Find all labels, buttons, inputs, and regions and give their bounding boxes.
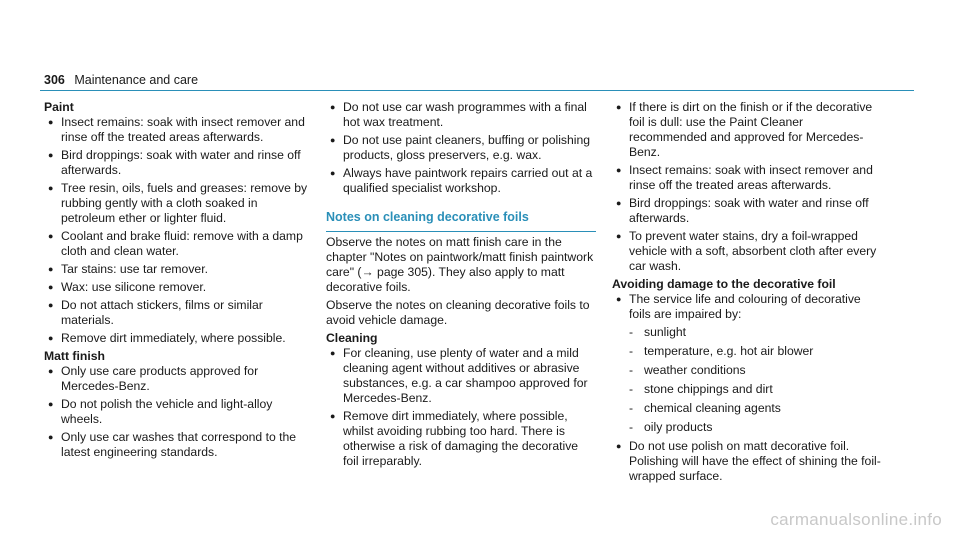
list-item: ● Only use car washes that correspond to the latest engineering standards. — [48, 430, 297, 459]
list-item: - weather conditions — [629, 363, 746, 377]
car-wash-list — [326, 100, 596, 196]
dash-icon: - — [629, 363, 634, 377]
list-item: ● Tar stains: use tar remover. — [48, 262, 208, 276]
list-item: ● Bird droppings: soak with water and rinse off afterwards. — [48, 148, 301, 177]
column-2 — [326, 100, 596, 472]
list-item: ● Insect remains: soak with insect remover and rinse off the treated areas afterwards. — [616, 163, 873, 192]
bullet-icon: ● — [330, 135, 336, 145]
page-number: 306 — [44, 73, 65, 87]
list-item: - chemical cleaning agents — [629, 401, 781, 415]
avoiding-damage-heading: Avoiding damage to the decorative foil — [612, 277, 836, 291]
matt-finish-list — [44, 364, 314, 460]
watermark: carmanualsonline.info — [770, 510, 942, 529]
foil-care-list — [612, 100, 882, 274]
dash-icon: - — [629, 382, 634, 396]
list-item: ● Only use care products approved for Mercedes-Benz. — [48, 364, 259, 393]
bullet-icon: ● — [48, 264, 54, 274]
paint-list — [44, 115, 314, 346]
list-item: - sunlight — [629, 325, 687, 339]
dash-icon: - — [629, 420, 634, 434]
bullet-icon: ● — [616, 102, 622, 112]
paint-heading: Paint — [44, 100, 74, 114]
list-item: ● Do not use paint cleaners, buffing or polishing products, gloss preservers, e.g. wax. — [330, 133, 591, 162]
bullet-icon: ● — [48, 399, 54, 409]
column-1 — [44, 100, 314, 463]
bullet-icon: ● — [330, 168, 336, 178]
bullet-icon: ● — [48, 150, 54, 160]
bullet-icon: ● — [616, 294, 622, 304]
bullet-icon: ● — [48, 300, 54, 310]
bullet-icon: ● — [616, 231, 622, 241]
bullet-icon: ● — [616, 441, 622, 451]
list-item: ● Remove dirt immediately, where possible. — [48, 331, 286, 345]
dash-icon: - — [629, 325, 634, 339]
cleaning-list — [326, 346, 596, 469]
bullet-icon: ● — [48, 282, 54, 292]
list-item: ● Insect remains: soak with insect remover and rinse off the treated areas afterwards. — [48, 115, 305, 144]
list-item: ● Do not polish the vehicle and light-alloy wheels. — [48, 397, 273, 426]
bullet-icon: ● — [616, 165, 622, 175]
bullet-icon: ● — [48, 333, 54, 343]
page-header — [44, 73, 198, 88]
paragraph: Observe the notes on cleaning decorative foils to avoid vehicle damage. — [326, 298, 590, 327]
list-item: ● Wax: use silicone remover. — [48, 280, 207, 294]
list-item: ● To prevent water stains, dry a foil-wrapped vehicle with a soft, absorbent cloth after every car wash. — [616, 229, 877, 273]
list-item: ● The service life and colouring of decorative foils are impaired by: — [616, 292, 861, 321]
bullet-icon: ● — [48, 231, 54, 241]
bullet-icon: ● — [330, 348, 336, 358]
dash-icon: - — [629, 344, 634, 358]
bullet-icon: ● — [48, 432, 54, 442]
bullet-icon: ● — [616, 198, 622, 208]
chapter-title: Maintenance and care — [74, 73, 199, 87]
list-item: ● Bird droppings: soak with water and rinse off afterwards. — [616, 196, 869, 225]
column-3 — [612, 100, 882, 487]
list-item: ● Do not use polish on matt decorative foil. Polishing will have the effect of shining the foil-wrapped surface. — [616, 439, 881, 483]
list-item: ● Remove dirt immediately, where possible, whilst avoiding rubbing too hard. There is otherwise a risk of damaging the decorative foil irreparably. — [330, 409, 579, 468]
list-item: ● For cleaning, use plenty of water and a mild cleaning agent without additives or abrasive substances, e.g. a car shampoo approved for Mercedes-Benz. — [330, 346, 588, 405]
list-item: ● Always have paintwork repairs carried out at a qualified specialist workshop. — [330, 166, 593, 195]
matt-finish-heading: Matt finish — [44, 349, 105, 363]
list-item: - stone chippings and dirt — [629, 382, 773, 396]
list-item: ● Do not use car wash programmes with a final hot wax treatment. — [330, 100, 587, 129]
list-item: ● Coolant and brake fluid: remove with a damp cloth and clean water. — [48, 229, 303, 258]
cleaning-heading: Cleaning — [326, 331, 378, 345]
bullet-icon: ● — [48, 117, 54, 127]
polish-warning-list — [612, 439, 882, 484]
impairment-list — [612, 325, 882, 435]
list-item: - temperature, e.g. hot air blower — [629, 344, 814, 358]
list-item: ● If there is dirt on the finish or if the decorative foil is dull: use the Paint Cleaner recommended and approved for Mercedes-Benz. — [616, 100, 873, 159]
list-item: ● Do not attach stickers, films or similar materials. — [48, 298, 263, 327]
avoiding-damage-list — [612, 292, 882, 322]
bullet-icon: ● — [48, 183, 54, 193]
dash-icon: - — [629, 401, 634, 415]
header-divider — [40, 90, 914, 91]
list-item: - oily products — [629, 420, 713, 434]
bullet-icon: ● — [330, 411, 336, 421]
section-title: Notes on cleaning decorative foils — [326, 210, 596, 232]
bullet-icon: ● — [48, 366, 54, 376]
bullet-icon: ● — [330, 102, 336, 112]
list-item: ● Tree resin, oils, fuels and greases: remove by rubbing gently with a cloth soaked in petroleum ether or lighter fluid. — [48, 181, 308, 225]
paragraph: Observe the notes on matt finish care in the chapter "Notes on paintwork/matt finish paintwork care" (→ page 305). They also apply to matt decorative foils. — [326, 235, 594, 294]
